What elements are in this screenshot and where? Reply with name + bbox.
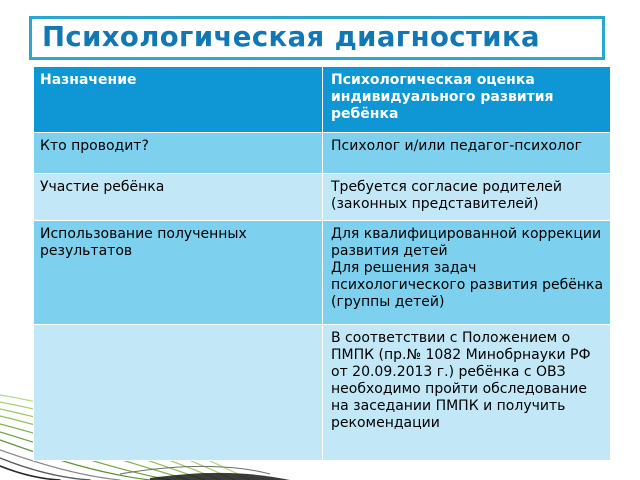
row-value-cell: Требуется согласие родителей (законных представителей) (323, 174, 611, 221)
title-frame (29, 16, 605, 60)
slide-title: Психологическая диагностика (42, 21, 540, 53)
row-value-cell: В соответствии с Положением о ПМПК (пр.№ 1082 Минобрнауки РФ от 20.09.2013 г.) ребёнка с ОВЗ необходимо пройти обследование на заседании ПМПК и получить рекомендации (323, 325, 611, 461)
row-value-cell: Психолог и/или педагог-психолог (323, 133, 611, 174)
table-row (34, 174, 611, 221)
header-label-cell: Назначение (34, 67, 323, 133)
header-value-cell: Психологическая оценка индивидуального развития ребёнка (323, 67, 611, 133)
row-label-cell: Использование полученных результатов (34, 221, 323, 325)
table-row (34, 325, 611, 461)
table-header-row (34, 67, 611, 133)
table-row (34, 221, 611, 325)
row-label-cell: Участие ребёнка (34, 174, 323, 221)
row-label-cell: Кто проводит? (34, 133, 323, 174)
table-row (34, 133, 611, 174)
row-value-cell: Для квалифицированной коррекции развития детей Для решения задач психологического развития ребёнка (группы детей) (323, 221, 611, 325)
row-label-cell-empty (34, 325, 323, 461)
diagnostics-table (33, 66, 611, 461)
